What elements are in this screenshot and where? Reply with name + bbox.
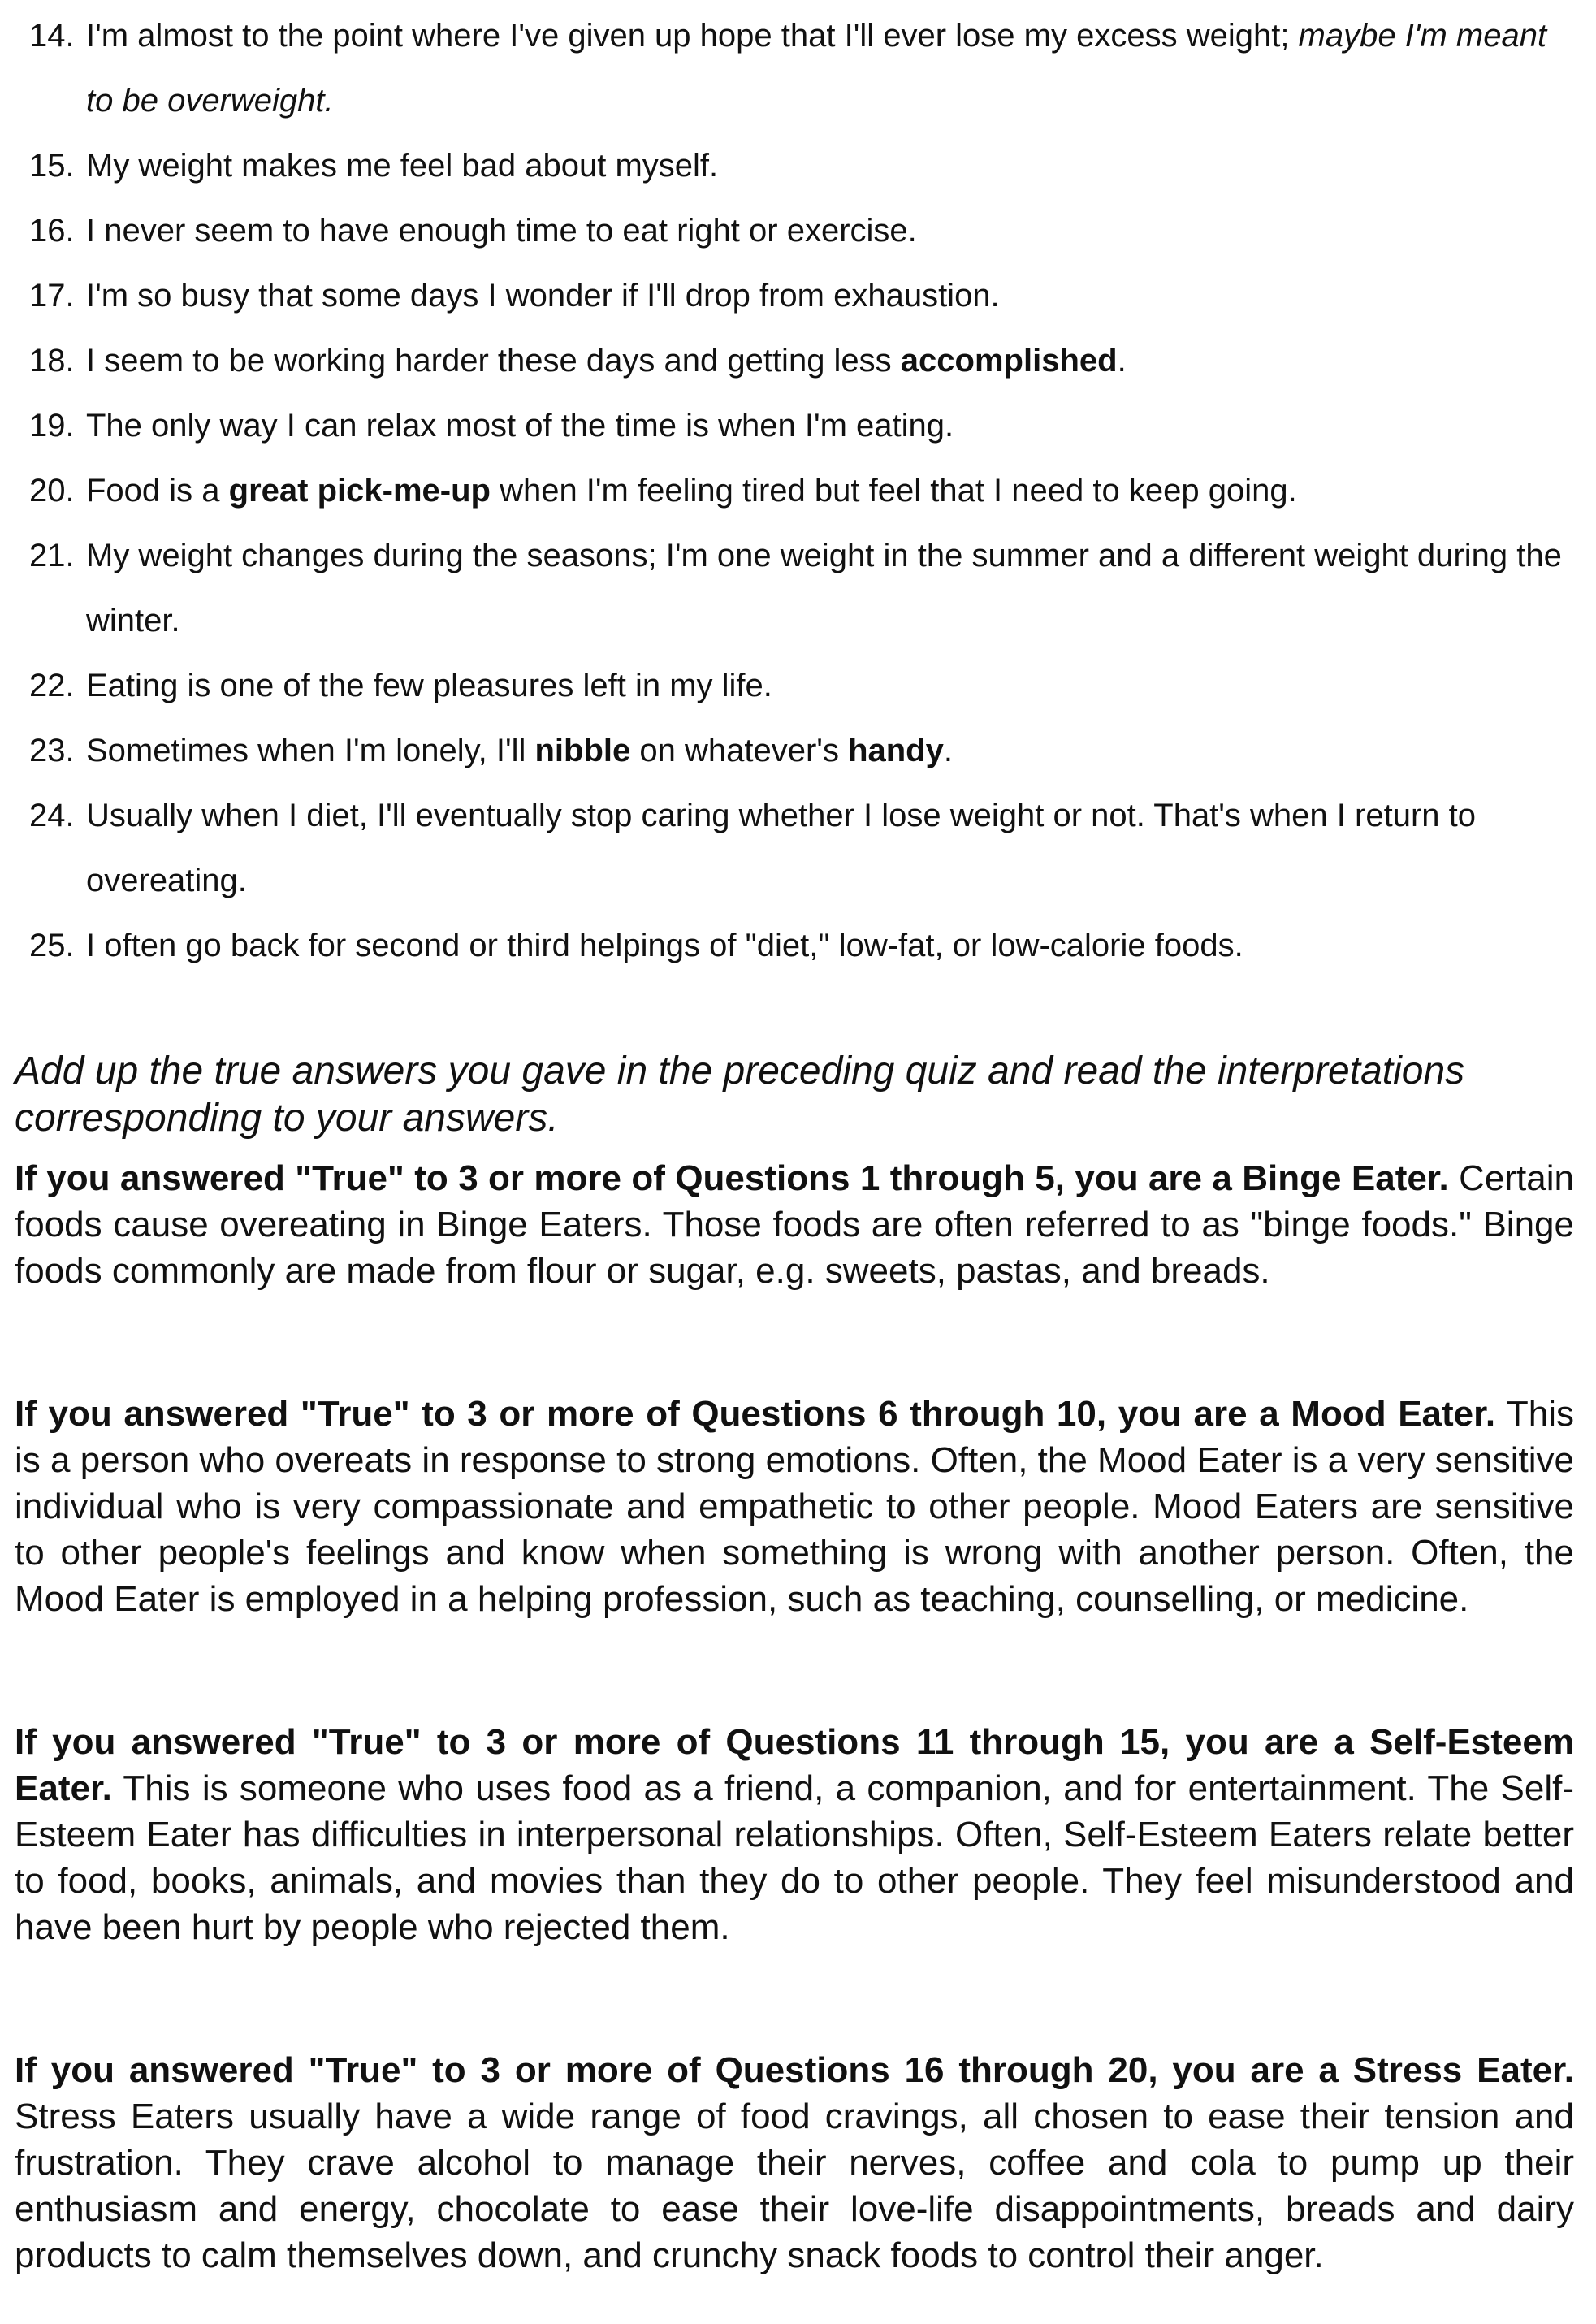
question-number: 19. xyxy=(29,408,75,444)
question-text xyxy=(86,3,1564,133)
question-number: 20. xyxy=(29,473,75,509)
question-text xyxy=(86,718,1564,783)
question-number: 18. xyxy=(29,343,75,379)
interpretation-heading: If you answered "True" to 3 or more of Questions 16 through 20, you are a Stress Eater. xyxy=(15,2050,1574,2090)
question-number: 23. xyxy=(29,733,75,768)
question-text-segment: My weight makes me feel bad about myself. xyxy=(86,148,719,184)
quiz-question xyxy=(29,263,1564,328)
question-text-segment: when I'm feeling tired but feel that I need to keep going. xyxy=(490,473,1297,509)
question-number: 15. xyxy=(29,148,75,184)
quiz-question xyxy=(29,328,1564,393)
question-text-segment: Eating is one of the few pleasures left in my life. xyxy=(86,668,772,703)
question-text xyxy=(86,263,1564,328)
quiz-question xyxy=(29,133,1564,198)
italic-text: maybe I'm meant to be overweight. xyxy=(86,18,1547,119)
quiz-question xyxy=(29,198,1564,263)
question-text xyxy=(86,328,1564,393)
question-number: 14. xyxy=(29,18,75,54)
question-text xyxy=(86,133,1564,198)
scoring-instructions: Add up the true answers you gave in the preceding quiz and read the interpretations corresponding to your answers. xyxy=(15,1049,1465,1140)
question-text-segment: I'm so busy that some days I wonder if I'll drop from exhaustion. xyxy=(86,278,1000,314)
interpretation-mood-eater xyxy=(15,1391,1574,1622)
quiz-question xyxy=(29,523,1564,653)
emphasized-text: handy xyxy=(848,733,944,768)
question-text-segment: on whatever's xyxy=(630,733,849,768)
question-text-segment: My weight changes during the seasons; I'm one weight in the summer and a different weight during the winter. xyxy=(86,538,1562,638)
interpretation-binge-eater xyxy=(15,1155,1574,1294)
question-number: 17. xyxy=(29,278,75,314)
quiz-question xyxy=(29,718,1564,783)
interpretation-heading: If you answered "True" to 3 or more of Questions 6 through 10, you are a Mood Eater. xyxy=(15,1394,1496,1434)
interpretation-heading: If you answered "True" to 3 or more of Questions 11 through 15, you are a Self-Esteem Eater. xyxy=(15,1722,1574,1808)
question-text-segment: . xyxy=(1117,343,1127,379)
interpretation-body: This is someone who uses food as a friend, a companion, and for entertainment. The Self-Esteem Eater has difficulties in interpersonal relationships. Often, Self-Esteem Eaters relate better to food, books, animals, and movies than they do to other people. They feel misunderstood and have been hurt by people who rejected them. xyxy=(15,1768,1574,1947)
question-text-segment: The only way I can relax most of the time is when I'm eating. xyxy=(86,408,954,444)
question-text-segment: Food is a xyxy=(86,473,229,509)
question-text-segment: I often go back for second or third helpings of "diet," low-fat, or low-calorie foods. xyxy=(86,928,1243,963)
interpretation-body: Certain foods cause overeating in Binge Eaters. Those foods are often referred to as "binge foods." Binge foods commonly are made from flour or sugar, e.g. sweets, pastas, and breads. xyxy=(15,1158,1574,1291)
quiz-question xyxy=(29,653,1564,718)
quiz-question xyxy=(29,458,1564,523)
interpretation-self-esteem-eater xyxy=(15,1719,1574,1950)
quiz-question xyxy=(29,3,1564,133)
question-number: 21. xyxy=(29,538,75,573)
quiz-question-list xyxy=(29,3,1564,978)
question-text xyxy=(86,913,1564,978)
quiz-question xyxy=(29,393,1564,458)
question-text-segment: Sometimes when I'm lonely, I'll xyxy=(86,733,535,768)
quiz-question xyxy=(29,783,1564,913)
interpretation-body: This is a person who overeats in response to strong emotions. Often, the Mood Eater is a very sensitive individual who is very compassionate and empathetic to other people. Mood Eaters are sensitive to other people's feelings and know when something is wrong with another person. Often, the Mood Eater is employed in a helping profession, such as teaching, counselling, or medicine. xyxy=(15,1394,1574,1619)
question-number: 16. xyxy=(29,213,75,249)
question-number: 25. xyxy=(29,928,75,963)
question-text xyxy=(86,458,1564,523)
question-text xyxy=(86,783,1564,913)
question-text-segment: I never seem to have enough time to eat right or exercise. xyxy=(86,213,917,249)
emphasized-text: nibble xyxy=(534,733,631,768)
question-number: 22. xyxy=(29,668,75,703)
interpretation-stress-eater xyxy=(15,2047,1574,2279)
question-text-segment: I'm almost to the point where I've given up hope that I'll ever lose my excess weight; xyxy=(86,18,1299,54)
question-text xyxy=(86,523,1564,653)
question-text-segment: Usually when I diet, I'll eventually stop caring whether I lose weight or not. That's when I return to overeating. xyxy=(86,798,1476,898)
interpretation-heading: If you answered "True" to 3 or more of Questions 1 through 5, you are a Binge Eater. xyxy=(15,1158,1449,1198)
question-text xyxy=(86,198,1564,263)
question-text xyxy=(86,393,1564,458)
question-number: 24. xyxy=(29,798,75,833)
question-text xyxy=(86,653,1564,718)
interpretation-body: Stress Eaters usually have a wide range of food cravings, all chosen to ease their tension and frustration. They crave alcohol to manage their nerves, coffee and cola to pump up their enthusiasm and energy, chocolate to ease their love-life disappointments, breads and dairy products to calm themselves down, and crunchy snack foods to control their anger. xyxy=(15,2097,1574,2275)
quiz-question xyxy=(29,913,1564,978)
question-text-segment: . xyxy=(943,733,953,768)
emphasized-text: accomplished xyxy=(900,343,1118,379)
question-text-segment: I seem to be working harder these days and getting less xyxy=(86,343,901,379)
emphasized-text: great pick-me-up xyxy=(228,473,491,509)
